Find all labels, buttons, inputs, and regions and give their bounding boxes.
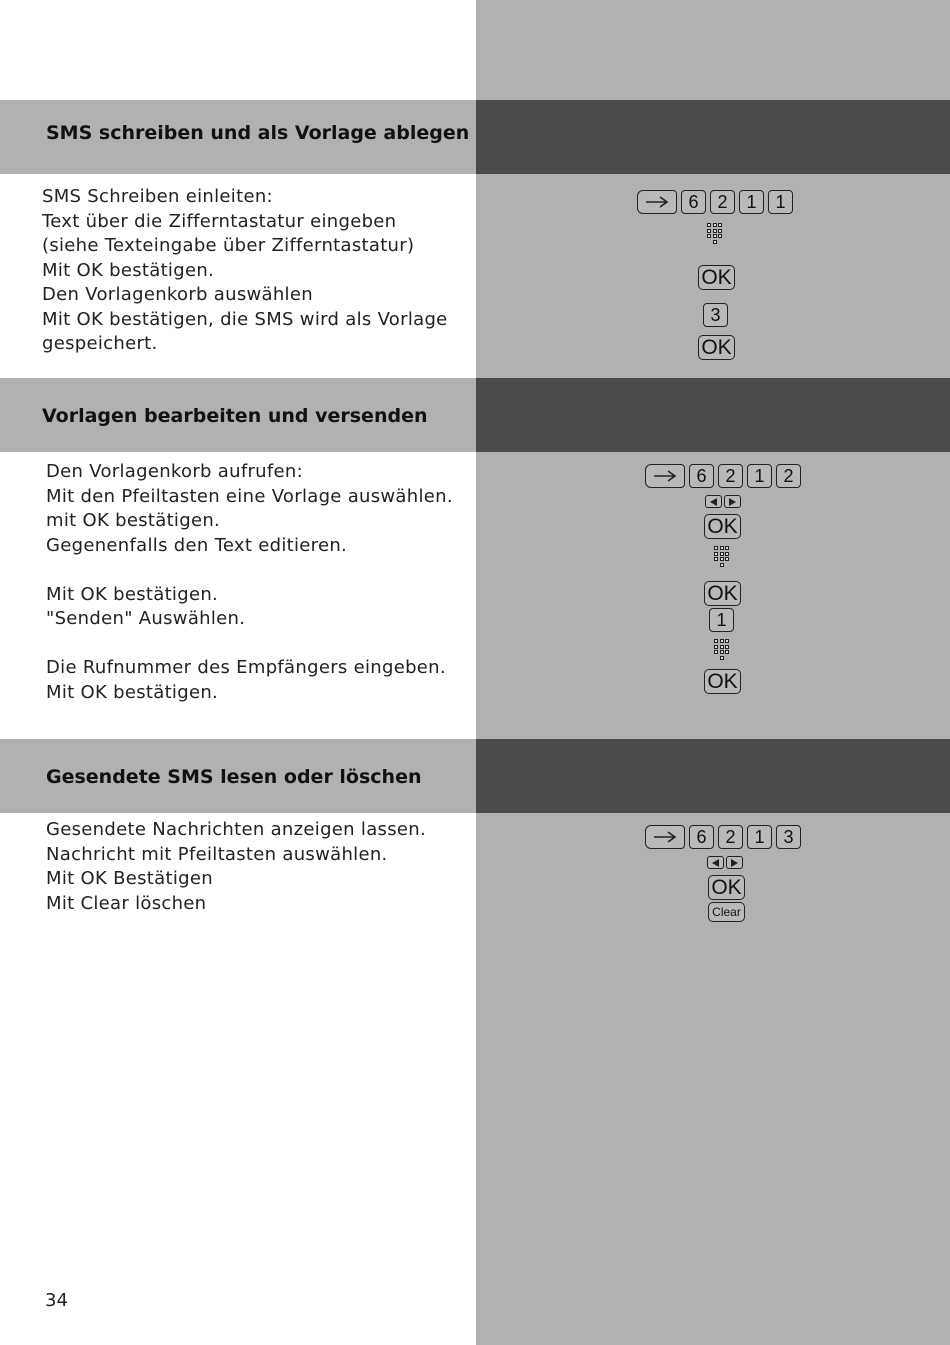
- body-line: SMS Schreiben einleiten:: [42, 186, 273, 207]
- menu-arrow-key-icon: [637, 190, 677, 214]
- section-body: [42, 185, 448, 357]
- body-line: Nachricht mit Pfeiltasten auswählen.: [46, 843, 388, 865]
- digit-key: 1: [709, 608, 734, 632]
- right-arrow-icon: [726, 856, 743, 869]
- keypad-icon: [714, 546, 729, 567]
- key-sequence: [645, 464, 801, 488]
- left-right-arrow-keys-icon: [707, 856, 743, 869]
- digit-key: 1: [747, 825, 772, 849]
- ok-key-row: [704, 514, 741, 539]
- ok-key: OK: [704, 581, 741, 606]
- body-line: Mit OK bestätigen, die SMS wird als Vorlage: [42, 308, 448, 330]
- digit-key: 2: [718, 464, 743, 488]
- left-right-arrow-keys-icon: [705, 495, 741, 508]
- body-line: Den Vorlagenkorb aufrufen:: [46, 461, 303, 482]
- ok-key-row: [708, 875, 745, 900]
- digit-key: 6: [681, 190, 706, 214]
- section-title: Vorlagen bearbeiten und versenden: [42, 405, 428, 427]
- body-line: [46, 632, 453, 657]
- body-line: Text über die Zifferntastatur eingeben: [42, 210, 397, 232]
- left-arrow-icon: [705, 495, 722, 508]
- body-line: Mit OK bestätigen.: [42, 259, 215, 281]
- ok-key: OK: [698, 265, 735, 290]
- body-line: [46, 558, 453, 583]
- section-title: Gesendete SMS lesen oder löschen: [46, 766, 422, 788]
- clear-key: Clear: [708, 902, 745, 922]
- digit-key: 2: [718, 825, 743, 849]
- body-line: Mit den Pfeiltasten eine Vorlage auswählen.: [46, 485, 453, 507]
- clear-key-row: [708, 902, 745, 922]
- digit-key: 3: [703, 303, 728, 327]
- section-body: [46, 460, 453, 705]
- ok-key-row: [704, 581, 741, 606]
- digit-key: 1: [739, 190, 764, 214]
- section-header-dark: [476, 378, 950, 452]
- digit-key: 6: [689, 464, 714, 488]
- body-line: Die Rufnummer des Empfängers eingeben.: [46, 657, 446, 678]
- body-line: Mit OK bestätigen.: [46, 681, 219, 703]
- body-line: Mit OK Bestätigen: [46, 868, 213, 889]
- keypad-icon: [714, 639, 729, 660]
- ok-key: OK: [708, 875, 745, 900]
- key-sequence: [637, 190, 793, 214]
- left-arrow-icon: [707, 856, 724, 869]
- keypad-icon: [707, 223, 722, 244]
- section-body: [46, 818, 426, 916]
- key-sequence: [645, 825, 801, 849]
- digit-key-row: [703, 303, 728, 327]
- digit-key: 6: [689, 825, 714, 849]
- ok-key: OK: [698, 335, 735, 360]
- section-header-dark: [476, 739, 950, 813]
- right-arrow-icon: [724, 495, 741, 508]
- digit-key: 2: [710, 190, 735, 214]
- body-line: Gesendete Nachrichten anzeigen lassen.: [46, 819, 426, 840]
- section-header-dark: [476, 100, 950, 174]
- digit-key: 2: [776, 464, 801, 488]
- body-line: (siehe Texteingabe über Zifferntastatur): [42, 235, 415, 256]
- menu-arrow-key-icon: [645, 464, 685, 488]
- body-line: Den Vorlagenkorb auswählen: [42, 284, 313, 305]
- body-line: gespeichert.: [42, 333, 158, 354]
- digit-key: 3: [776, 825, 801, 849]
- section-title: SMS schreiben und als Vorlage ablegen: [46, 122, 470, 144]
- body-line: Mit Clear löschen: [46, 892, 207, 914]
- ok-key: OK: [704, 669, 741, 694]
- page-number: 34: [45, 1290, 68, 1311]
- digit-key-row: [709, 608, 734, 632]
- ok-key-row: [704, 669, 741, 694]
- ok-key-row: [698, 265, 735, 290]
- ok-key-row: [698, 335, 735, 360]
- ok-key: OK: [704, 514, 741, 539]
- body-line: Gegenenfalls den Text editieren.: [46, 534, 348, 556]
- digit-key: 1: [768, 190, 793, 214]
- digit-key: 1: [747, 464, 772, 488]
- body-line: Mit OK bestätigen.: [46, 583, 219, 605]
- menu-arrow-key-icon: [645, 825, 685, 849]
- body-line: mit OK bestätigen.: [46, 510, 221, 531]
- body-line: "Senden" Auswählen.: [46, 608, 246, 629]
